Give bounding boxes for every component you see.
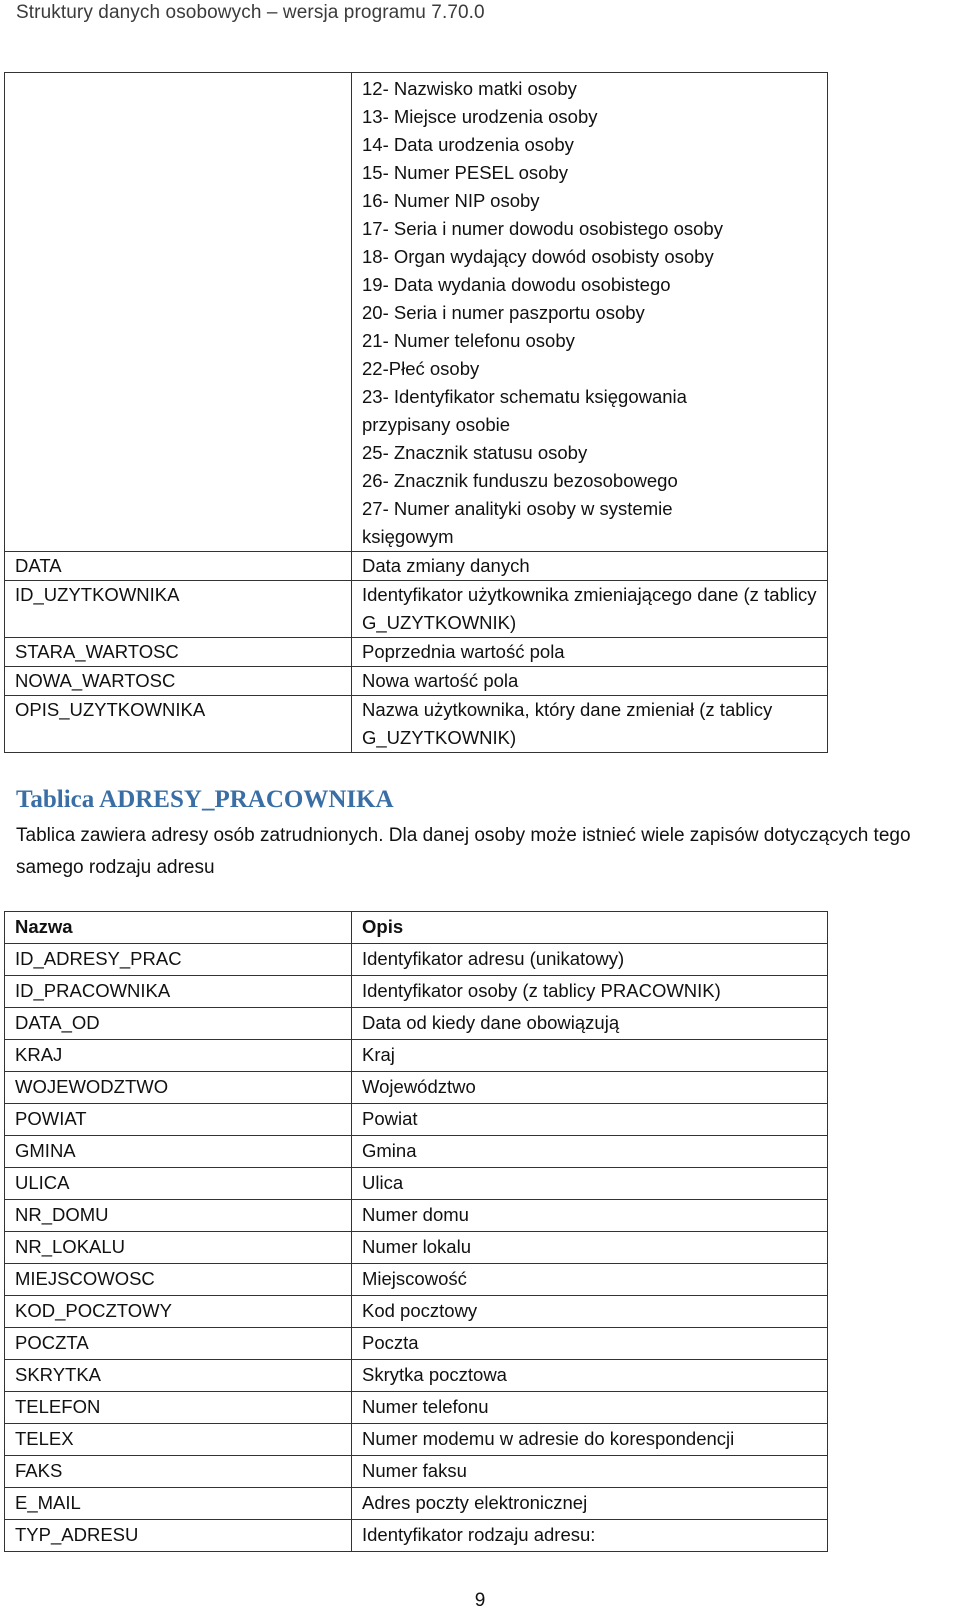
- table-row: [5, 1040, 828, 1072]
- field-desc-cell: Kraj: [352, 1040, 828, 1072]
- adresy-pracownika-table: [4, 911, 828, 1552]
- table-row: [5, 552, 828, 581]
- field-desc-cell: Skrytka pocztowa: [352, 1360, 828, 1392]
- field-desc-cell: Nowa wartość pola: [352, 667, 828, 696]
- field-name-cell: MIEJSCOWOSC: [5, 1264, 352, 1296]
- field-name-cell: TELEX: [5, 1424, 352, 1456]
- field-name-cell: ID_UZYTKOWNIKA: [5, 581, 352, 638]
- field-desc-cell: Województwo: [352, 1072, 828, 1104]
- code-list-item: 19- Data wydania dowodu osobistego: [362, 274, 671, 295]
- field-name-cell: NR_DOMU: [5, 1200, 352, 1232]
- field-desc-cell: Ulica: [352, 1168, 828, 1200]
- field-desc-cell: Data od kiedy dane obowiązują: [352, 1008, 828, 1040]
- table-row: [5, 1008, 828, 1040]
- field-name-cell: TYP_ADRESU: [5, 1520, 352, 1552]
- table-row: [5, 944, 828, 976]
- page-number: 9: [474, 1590, 486, 1611]
- table-row: [5, 1424, 828, 1456]
- field-desc-cell: Identyfikator użytkownika zmieniającego dane (z tablicy G_UZYTKOWNIK): [352, 581, 828, 638]
- fields-table-continued: [4, 72, 828, 753]
- code-list-item: księgowym: [362, 526, 454, 547]
- table-row: [5, 696, 828, 753]
- code-list-item: 12- Nazwisko matki osoby: [362, 78, 577, 99]
- table-row: [5, 1488, 828, 1520]
- field-name-cell: OPIS_UZYTKOWNIKA: [5, 696, 352, 753]
- field-name-cell: [5, 73, 352, 552]
- field-desc-cell: Identyfikator adresu (unikatowy): [352, 944, 828, 976]
- table-row: [5, 976, 828, 1008]
- field-name-cell: SKRYTKA: [5, 1360, 352, 1392]
- field-name-cell: KOD_POCZTOWY: [5, 1296, 352, 1328]
- table-row: [5, 1456, 828, 1488]
- table-row: [5, 1072, 828, 1104]
- code-list-item: 21- Numer telefonu osoby: [362, 330, 575, 351]
- field-desc-cell: Powiat: [352, 1104, 828, 1136]
- code-list-item: 15- Numer PESEL osoby: [362, 162, 568, 183]
- field-name-cell: ID_PRACOWNIKA: [5, 976, 352, 1008]
- code-list-item: przypisany osobie: [362, 414, 511, 435]
- field-name-cell: POCZTA: [5, 1328, 352, 1360]
- code-list-item: 16- Numer NIP osoby: [362, 190, 540, 211]
- code-list-item: 26- Znacznik funduszu bezosobowego: [362, 470, 678, 491]
- table-header-row: [5, 912, 828, 944]
- section-heading: Tablica ADRESY_PRACOWNIKA: [16, 786, 394, 813]
- field-name-cell: NOWA_WARTOSC: [5, 667, 352, 696]
- field-name-cell: DATA_OD: [5, 1008, 352, 1040]
- table-row: [5, 667, 828, 696]
- page-header-title: Struktury danych osobowych – wersja programu 7.70.0: [16, 2, 485, 23]
- table-row: [5, 1360, 828, 1392]
- field-desc-cell: Adres poczty elektronicznej: [352, 1488, 828, 1520]
- field-desc-cell: Poprzednia wartość pola: [352, 638, 828, 667]
- code-list-item: 22-Płeć osoby: [362, 358, 480, 379]
- code-list-item: 13- Miejsce urodzenia osoby: [362, 106, 598, 127]
- code-list-item: 20- Seria i numer paszportu osoby: [362, 302, 645, 323]
- field-desc-cell: Poczta: [352, 1328, 828, 1360]
- field-name-cell: TELEFON: [5, 1392, 352, 1424]
- table-row: [5, 1392, 828, 1424]
- field-desc-cell: Nazwa użytkownika, który dane zmieniał (z tablicy G_UZYTKOWNIK): [352, 696, 828, 753]
- section-description: Tablica zawiera adresy osób zatrudnionych. Dla danej osoby może istnieć wiele zapisów dotyczących tego samego rodzaju adresu: [16, 825, 911, 878]
- field-name-cell: GMINA: [5, 1136, 352, 1168]
- field-desc-cell: Identyfikator rodzaju adresu:: [352, 1520, 828, 1552]
- table-row: [5, 73, 828, 552]
- table-row: [5, 638, 828, 667]
- column-header-desc: Opis: [352, 912, 828, 944]
- field-desc-cell: Numer telefonu: [352, 1392, 828, 1424]
- field-desc-cell: Identyfikator osoby (z tablicy PRACOWNIK): [352, 976, 828, 1008]
- field-desc-cell: Numer faksu: [352, 1456, 828, 1488]
- code-list-item: 14- Data urodzenia osoby: [362, 134, 574, 155]
- table-row: [5, 581, 828, 638]
- table-row: [5, 1264, 828, 1296]
- table-row: [5, 1232, 828, 1264]
- field-desc-cell: Data zmiany danych: [352, 552, 828, 581]
- field-name-cell: DATA: [5, 552, 352, 581]
- table-row: [5, 1296, 828, 1328]
- table-row: [5, 1200, 828, 1232]
- table-row: [5, 1520, 828, 1552]
- field-desc-cell: Numer modemu w adresie do korespondencji: [352, 1424, 828, 1456]
- field-name-cell: KRAJ: [5, 1040, 352, 1072]
- field-name-cell: WOJEWODZTWO: [5, 1072, 352, 1104]
- field-name-cell: POWIAT: [5, 1104, 352, 1136]
- field-name-cell: STARA_WARTOSC: [5, 638, 352, 667]
- code-list-item: 25- Znacznik statusu osoby: [362, 442, 588, 463]
- field-desc-cell: Gmina: [352, 1136, 828, 1168]
- field-name-cell: ULICA: [5, 1168, 352, 1200]
- field-desc-cell: Numer domu: [352, 1200, 828, 1232]
- table-row: [5, 1104, 828, 1136]
- table-row: [5, 1136, 828, 1168]
- field-desc-cell: Kod pocztowy: [352, 1296, 828, 1328]
- field-name-cell: ID_ADRESY_PRAC: [5, 944, 352, 976]
- code-list-item: 17- Seria i numer dowodu osobistego osoby: [362, 218, 723, 239]
- code-list-item: 23- Identyfikator schematu księgowania: [362, 386, 687, 407]
- code-list-item: 18- Organ wydający dowód osobisty osoby: [362, 246, 714, 267]
- field-desc-cell: Miejscowość: [352, 1264, 828, 1296]
- column-header-name: Nazwa: [5, 912, 352, 944]
- code-list-item: 27- Numer analityki osoby w systemie: [362, 498, 673, 519]
- field-name-cell: E_MAIL: [5, 1488, 352, 1520]
- field-codes-list: [352, 73, 828, 552]
- table-row: [5, 1168, 828, 1200]
- table-row: [5, 1328, 828, 1360]
- field-name-cell: FAKS: [5, 1456, 352, 1488]
- field-name-cell: NR_LOKALU: [5, 1232, 352, 1264]
- field-desc-cell: Numer lokalu: [352, 1232, 828, 1264]
